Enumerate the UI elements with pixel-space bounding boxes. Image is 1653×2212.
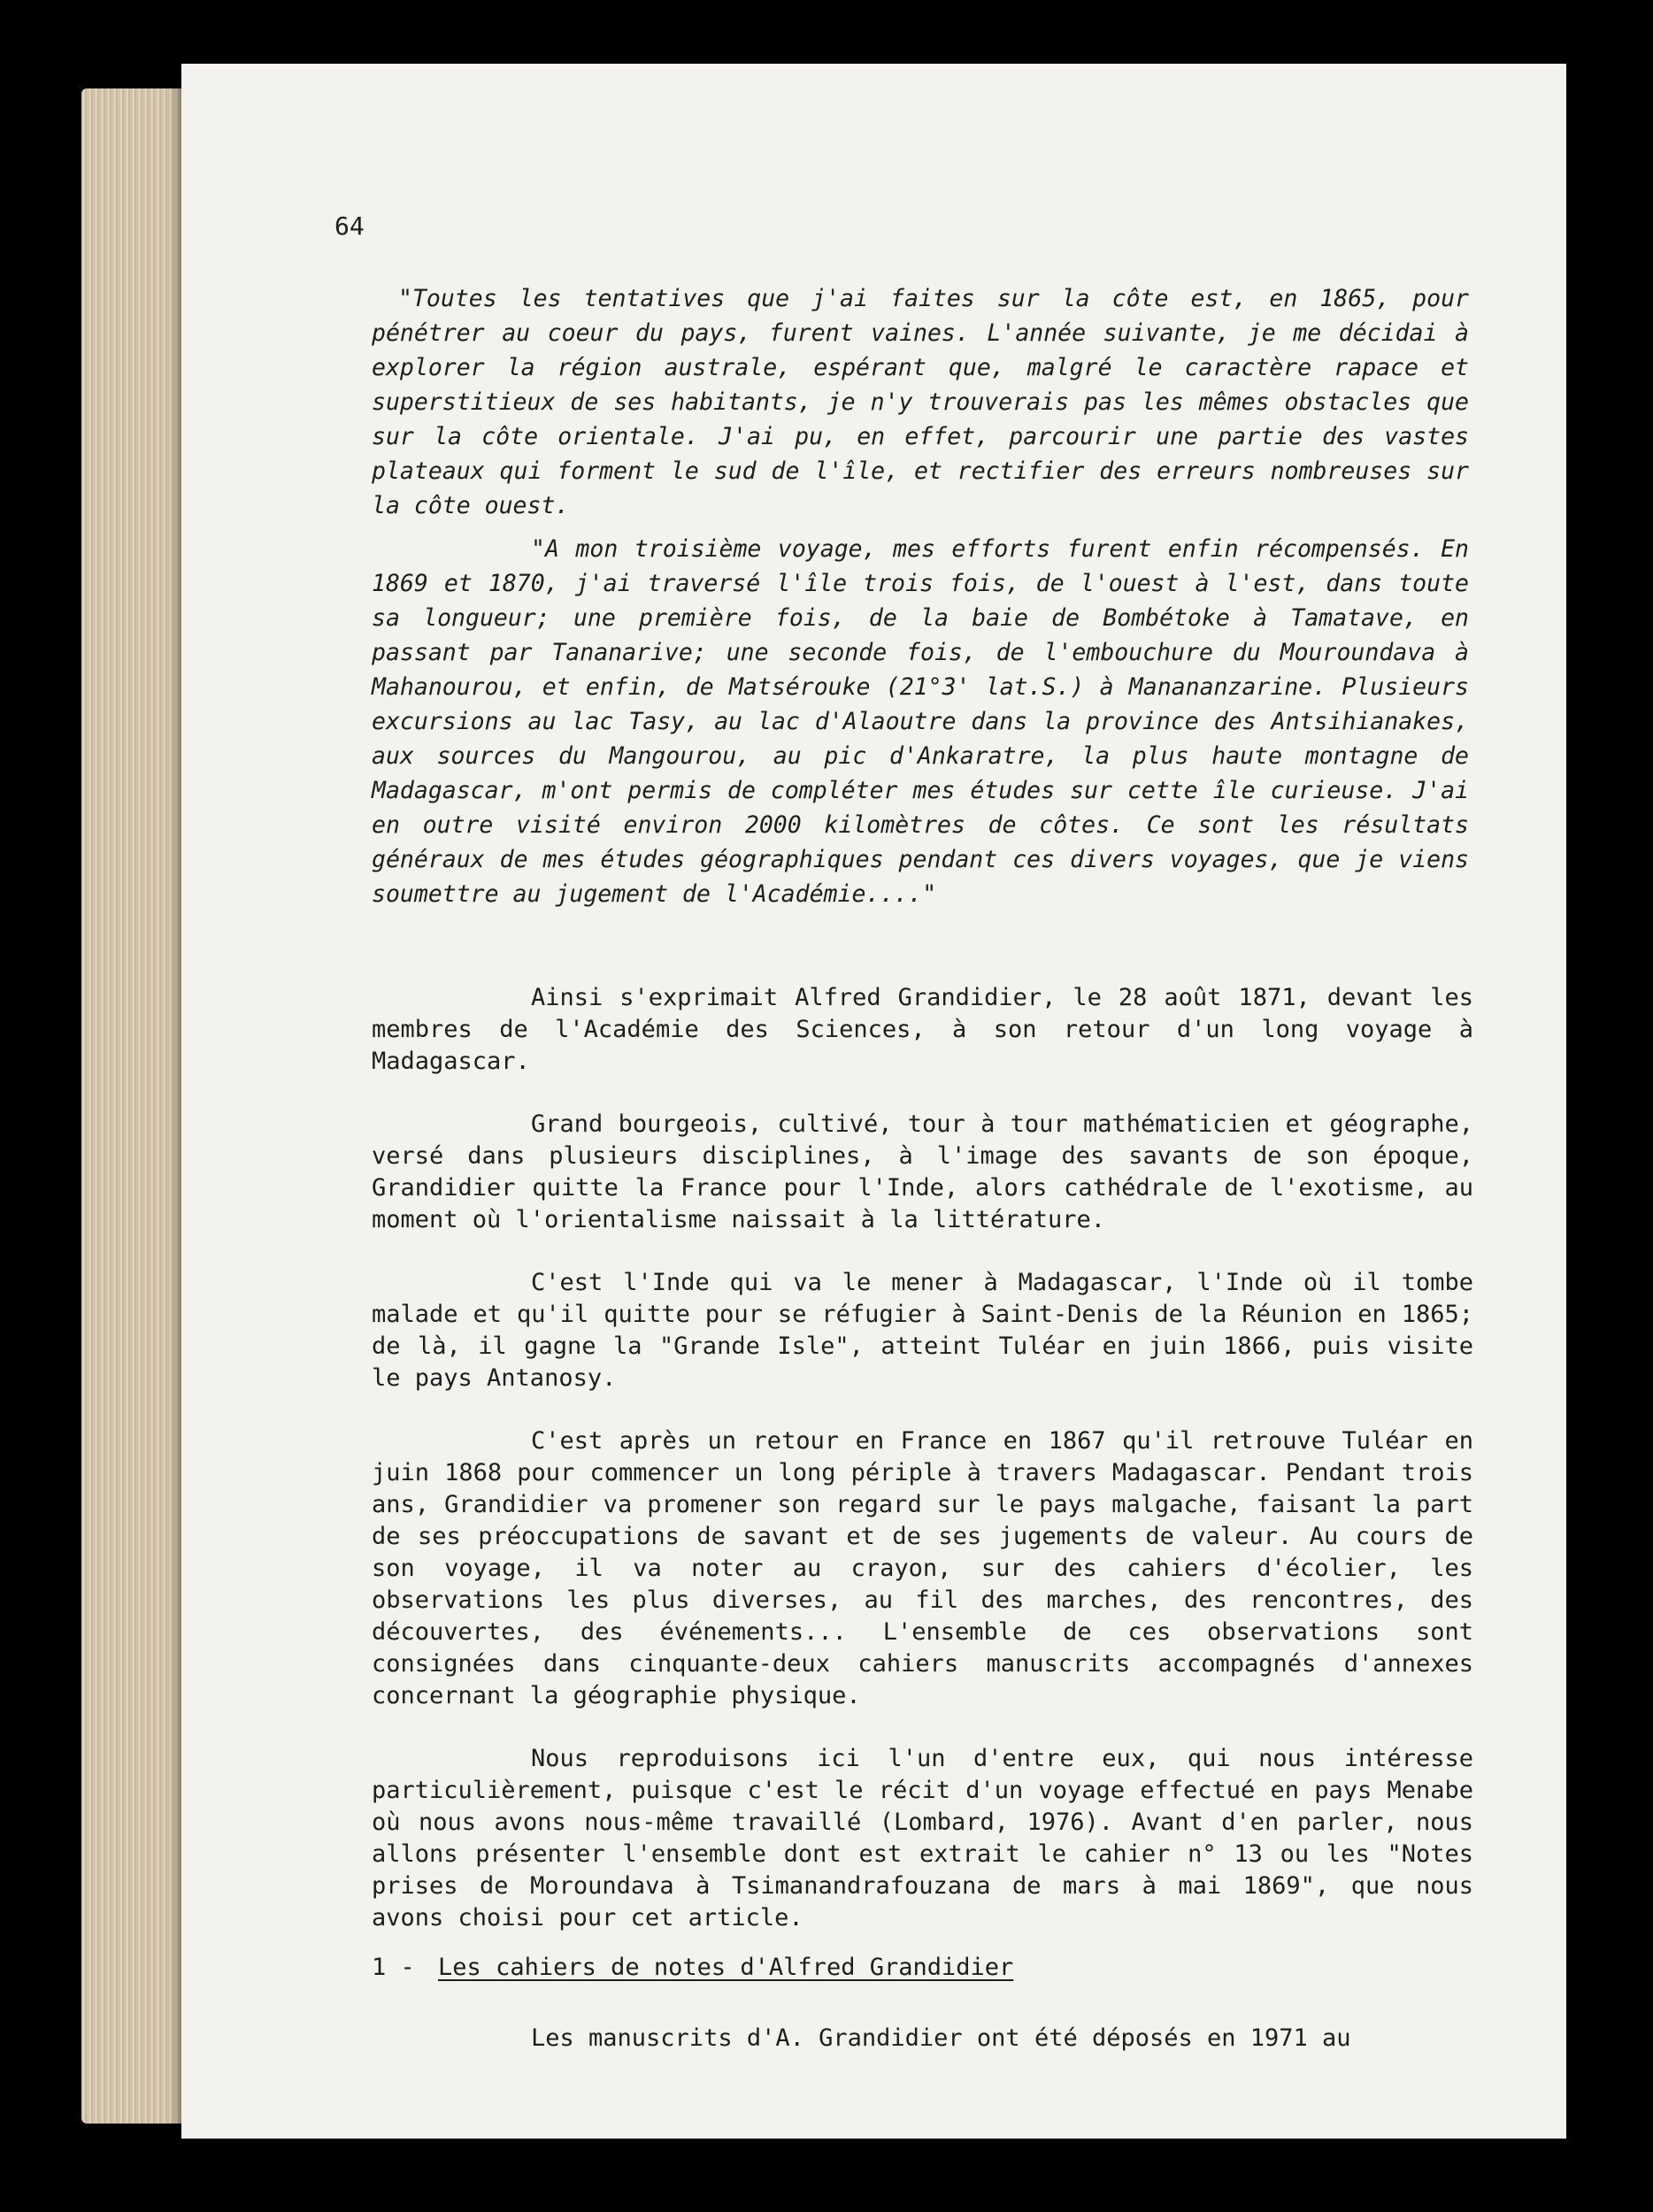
- body-paragraph: Grand bourgeois, cultivé, tour à tour mathématicien et géographe, versé dans plusieurs disciplines, à l'image des savants de son époque, Grandidier quitte la France pour l'Inde, alors cathédrale de l'exotisme, au moment où l'orientalisme naissait à la littérature.: [372, 1110, 1473, 1233]
- body-paragraph: Nous reproduisons ici l'un d'entre eux, qui nous intéresse particulièrement, puisque c'est le récit d'un voyage effectué en pays Menabe où nous avons nous-même travaillé (Lombard, 1976). Avant d'en parler, nous allons présenter l'ensemble dont est extrait le cahier n° 13 ou les "Notes prises de Moroundava à Tsimanandrafouzana de mars à mai 1869", que nous avons choisi pour cet article.: [372, 1745, 1473, 1932]
- quote-paragraph: "A mon troisième voyage, mes efforts furent enfin récompensés. En 1869 et 1870, j'ai traversé l'île trois fois, de l'ouest à l'est, dans toute sa longueur; une première fois, de la baie de Bombétoke à Tamatave, en passant par Tananarive; une seconde fois, de l'embouchure du Mouroundava à Mahanourou, et enfin, de Matsérouke (21°3' lat.S.) à Manananzarine. Plusieurs excursions au lac Tasy, au lac d'Alaoutre dans la province des Antsihianakes, aux sources du Mangourou, au pic d'Ankaratre, la plus haute montagne de Madagascar, m'ont permis de compléter mes études sur cette île curieuse. J'ai en outre visité environ 2000 kilomètres de côtes. Ce sont les résultats généraux de mes études géographiques pendant ces divers voyages, que je viens soumettre au jugement de l'Académie....": [372, 535, 1469, 908]
- page-content: [327, 211, 1473, 2055]
- section-title: Les cahiers de notes d'Alfred Grandidier: [438, 1954, 1014, 1981]
- page-sheet: [181, 64, 1566, 2139]
- body-paragraph-start: Les manuscrits d'A. Grandidier ont été déposés en 1971 au: [531, 2024, 1351, 2052]
- page-number: 64: [334, 211, 365, 241]
- section-heading: [372, 1952, 1469, 1984]
- body-paragraph: C'est après un retour en France en 1867 qu'il retrouve Tuléar en juin 1868 pour commencer un long périple à travers Madagascar. Pendant trois ans, Grandidier va promener son regard sur le pays malgache, faisant la part de ses préoccupations de savant et de ses jugements de valeur. Au cours de son voyage, il va noter au crayon, sur des cahiers d'écolier, les observations les plus diverses, au fil des marches, des rencontres, des découvertes, des événements... L'ensemble de ces observations sont consignées dans cinquante-deux cahiers manuscrits accompagnés d'annexes concernant la géographie physique.: [372, 1427, 1473, 1709]
- section-number: 1 -: [372, 1954, 415, 1981]
- quote-paragraph: "Toutes les tentatives que j'ai faites sur la côte est, en 1865, pour pénétrer au coeur du pays, furent vaines. L'année suivante, je me décidai à explorer la région australe, espérant que, malgré le caractère rapace et superstitieux de ses habitants, je n'y trouverais pas les mêmes obstacles que sur la côte orientale. J'ai pu, en effet, parcourir une partie des vastes plateaux qui forment le sud de l'île, et rectifier des erreurs nombreuses sur la côte ouest.: [372, 285, 1469, 519]
- body-paragraph: Ainsi s'exprimait Alfred Grandidier, le 28 août 1871, devant les membres de l'Académie des Sciences, à son retour d'un long voyage à Madagascar.: [372, 984, 1473, 1075]
- body-paragraph: C'est l'Inde qui va le mener à Madagascar, l'Inde où il tombe malade et qu'il quitte pour se réfugier à Saint-Denis de la Réunion en 1865; de là, il gagne la "Grande Isle", atteint Tuléar en juin 1866, puis visite le pays Antanosy.: [372, 1269, 1473, 1392]
